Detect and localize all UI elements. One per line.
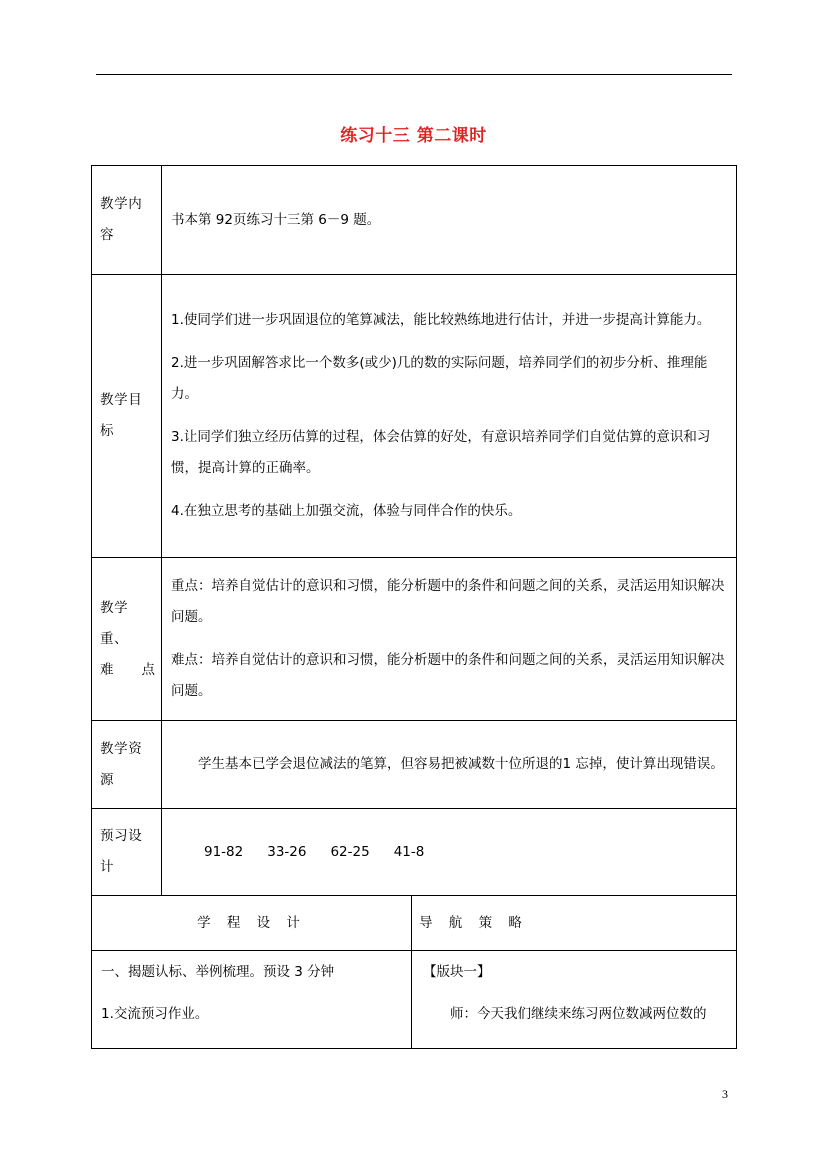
teaching-resources-cell xyxy=(162,721,737,809)
row-teaching-content xyxy=(92,166,737,275)
teaching-content-cell xyxy=(162,166,737,275)
label-teaching-goals: 教学目 标 xyxy=(92,275,162,558)
goal-item-3: 3.让同学们独立经历估算的过程，体会估算的好处，有意识培养同学们自觉估算的意识和习惯，提高计算的正确率。 xyxy=(171,429,711,476)
row-teaching-goals xyxy=(92,275,737,558)
label-teaching-resources: 教学资 源 xyxy=(92,721,162,809)
label-key-points: 教学重、 难 点 xyxy=(92,558,162,721)
label-teaching-content: 教学内 容 xyxy=(92,166,162,275)
teaching-content-text: 书本第 92页练习十三第 6－9 题。 xyxy=(171,211,381,228)
preview-item: 33-26 xyxy=(267,843,307,860)
goal-item-1: 1.使同学们进一步巩固退位的笔算减法，能比较熟练地进行估计，并进一步提高计算能力。 xyxy=(171,312,711,328)
label-preview-design: 预习设 计 xyxy=(92,809,162,896)
row-preview-design xyxy=(92,809,737,896)
row-process-headers xyxy=(92,896,737,951)
process-step-item: 1.交流预习作业。 xyxy=(101,1006,209,1022)
row-key-points xyxy=(92,558,737,721)
row-process-content xyxy=(92,951,737,1049)
key-point-text: 重点：培养自觉估计的意识和习惯，能分析题中的条件和问题之间的关系，灵活运用知识解决问题。 xyxy=(171,578,725,625)
preview-item: 91-82 xyxy=(204,843,244,860)
teaching-resources-text: 学生基本已学会退位减法的笔算，但容易把被减数十位所退的1 忘掉，使计算出现错误。 xyxy=(198,756,724,772)
goal-item-2: 2.进一步巩固解答求比一个数多(或少)几的数的实际问题，培养同学们的初步分析、推理能力。 xyxy=(171,355,708,402)
row-teaching-resources xyxy=(92,721,737,809)
key-points-cell xyxy=(162,558,737,721)
header-rule xyxy=(96,74,732,75)
page-number: 3 xyxy=(722,1087,728,1101)
preview-design-cell xyxy=(162,809,737,896)
strategy-block-title: 【版块一】 xyxy=(423,964,491,980)
process-step-heading: 一、揭题认标、举例梳理。预设 3 分钟 xyxy=(101,964,335,980)
difficult-point-text: 难点：培养自觉估计的意识和习惯，能分析题中的条件和问题之间的关系，灵活运用知识解决问题。 xyxy=(171,652,725,699)
learning-process-cell xyxy=(92,951,412,1049)
navigation-strategy-cell xyxy=(412,951,737,1049)
strategy-teacher-line: 师：今天我们继续来练习两位数减两位数的 xyxy=(450,1006,707,1022)
teaching-goals-cell xyxy=(162,275,737,558)
page-title: 练习十三 第二课时 xyxy=(340,126,487,146)
preview-item: 62-25 xyxy=(330,843,370,860)
goal-item-4: 4.在独立思考的基础上加强交流，体验与同伴合作的快乐。 xyxy=(171,503,522,519)
learning-process-header: 学 程 设 计 xyxy=(92,896,412,951)
preview-item: 41-8 xyxy=(393,843,425,860)
lesson-plan-table xyxy=(91,165,737,1049)
navigation-strategy-header: 导 航 策 略 xyxy=(412,896,737,951)
